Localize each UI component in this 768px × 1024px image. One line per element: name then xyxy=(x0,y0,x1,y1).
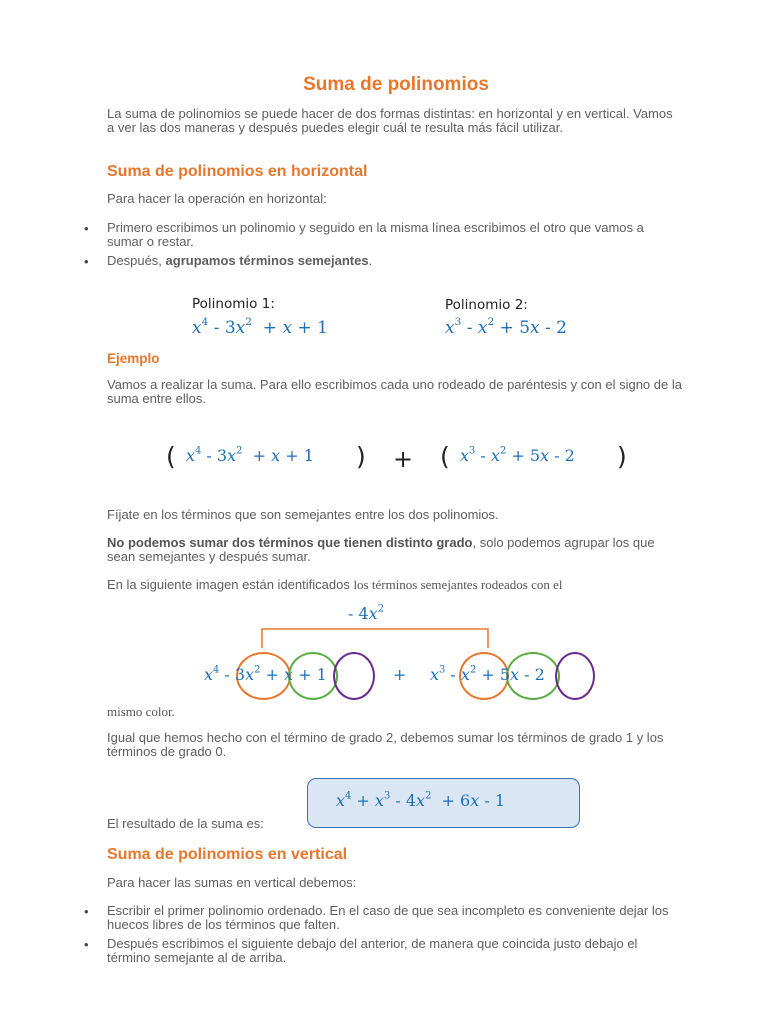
polinomio-2-expression: $x^3 - x^2 + 5x - 2$ xyxy=(445,316,567,338)
mismo-color-text: mismo color. xyxy=(107,704,175,719)
page-title: Suma de polinomios xyxy=(303,74,489,95)
heading-vertical: Suma de polinomios en vertical xyxy=(107,846,348,863)
bullet-marker: • xyxy=(84,937,89,952)
result-expression: $x^4 + x^3 - 4x^2 + 6x - 1$ xyxy=(336,790,506,810)
fijate-paragraph: Fíjate en los términos que son semejantes entre los dos polinomios. xyxy=(107,507,499,522)
no-sumar-rest: , solo podemos agrupar los que sean semejantes y después sumar. xyxy=(107,535,655,564)
imagen-paragraph xyxy=(107,578,707,592)
bracket-result: - $4x^2$ xyxy=(348,603,385,623)
imagen-serif-text: los términos semejantes rodeados con el xyxy=(353,577,563,592)
open-paren: ( xyxy=(440,442,450,471)
intro-paragraph: La suma de polinomios se puede hacer de dos formas distintas: en horizontal y en vertical. Vamos a ver las dos maneras y después puedes elegir cuál te resulta más fácil utilizar. xyxy=(107,106,673,135)
sum-polinomio-1: $x^4 - 3x^2 + x + 1$ xyxy=(186,445,314,465)
bullet-2-before: Después, xyxy=(107,253,166,268)
no-sumar-paragraph xyxy=(107,536,682,564)
horizontal-lead: Para hacer la operación en horizontal: xyxy=(107,191,327,206)
vertical-bullet-2: Después escribimos el siguiente debajo del anterior, de manera que coincida justo debajo el término semejante al de arriba. xyxy=(107,936,638,965)
horizontal-bullet-2 xyxy=(107,254,682,268)
bracket-line xyxy=(250,622,500,652)
bullet-marker: • xyxy=(84,221,89,236)
close-paren: ) xyxy=(617,442,627,471)
purple-circle xyxy=(333,652,375,700)
polinomio-1-expression: $x^4 - 3x^2 + x + 1$ xyxy=(192,316,328,338)
vertical-lead: Para hacer las sumas en vertical debemos: xyxy=(107,875,357,890)
polinomio-1-label: Polinomio 1: xyxy=(192,296,275,312)
polinomio-2-label: Polinomio 2: xyxy=(445,297,528,313)
bullet-marker: • xyxy=(84,254,89,269)
open-paren: ( xyxy=(166,442,176,471)
resultado-label: El resultado de la suma es: xyxy=(107,816,264,831)
sum-polinomio-2: $x^3 - x^2 + 5x - 2$ xyxy=(460,445,575,465)
close-paren: ) xyxy=(356,442,366,471)
vertical-bullet-1: Escribir el primer polinomio ordenado. En el caso de que sea incompleto es conveniente dejar los huecos libres de los términos que falten. xyxy=(107,903,669,932)
bullet-2-after: . xyxy=(368,253,373,268)
no-sumar-bold: No podemos sumar dos términos que tienen distinto grado xyxy=(107,535,473,550)
horizontal-bullet-1: Primero escribimos un polinomio y seguido en la misma línea escribimos el otro que vamos a sumar o restar. xyxy=(107,220,644,249)
heading-horizontal: Suma de polinomios en horizontal xyxy=(107,163,368,180)
ejemplo-paragraph: Vamos a realizar la suma. Para ello escribimos cada uno rodeado de paréntesis y con el signo de la suma entre ellos. xyxy=(107,377,682,406)
heading-ejemplo: Ejemplo xyxy=(107,351,160,366)
like-terms-expression-1: $x^4 - 3x^2 + x + 1$ xyxy=(204,664,327,684)
bullet-2-bold: agrupamos términos semejantes xyxy=(165,253,369,268)
like-terms-expression-2: $x^3 - x^2 + 5x - 2$ xyxy=(430,664,545,684)
plus-sign: + xyxy=(393,445,414,473)
bullet-marker: • xyxy=(84,904,89,919)
imagen-sans-text: En la siguiente imagen están identificados xyxy=(107,577,354,592)
purple-circle xyxy=(555,652,595,700)
like-terms-plus: + xyxy=(393,665,407,684)
igual-que-paragraph: Igual que hemos hecho con el término de grado 2, debemos sumar los términos de grado 1 y los términos de grado 0. xyxy=(107,730,664,759)
